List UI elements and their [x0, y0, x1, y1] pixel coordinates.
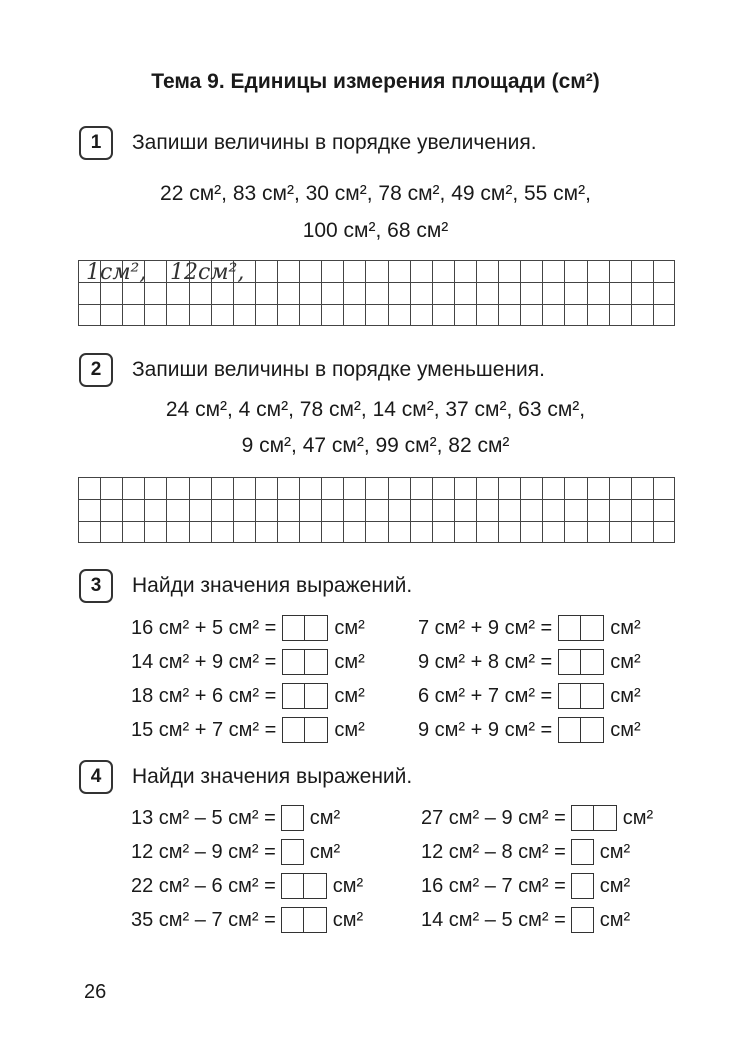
task-2-number: 2 — [79, 353, 113, 387]
task-3-right-column — [418, 614, 641, 744]
unit-label: см² — [622, 806, 654, 829]
task-2-instruction: Запиши величины в порядке уменьшения. — [132, 358, 545, 381]
task-3-left-column — [131, 614, 365, 744]
task-4-right-column — [421, 804, 653, 934]
unit-label: см² — [610, 650, 641, 673]
expression-row — [418, 682, 641, 710]
answer-boxes[interactable] — [282, 717, 328, 743]
task-1-handwritten-answer-1: 1см², — [86, 260, 147, 285]
expression-row — [421, 872, 653, 900]
answer-box[interactable] — [571, 839, 594, 865]
answer-boxes[interactable] — [282, 683, 328, 709]
task-1-answer-grid[interactable] — [78, 260, 675, 326]
page-number: 26 — [84, 981, 107, 1003]
answer-box[interactable] — [281, 805, 304, 831]
expression-text: 18 см² + 6 см² = — [131, 684, 277, 707]
answer-boxes[interactable] — [281, 907, 327, 933]
expression-text: 7 см² + 9 см² = — [418, 616, 553, 639]
expression-row — [131, 614, 365, 642]
task-1-values-line-2: 100 см², 68 см² — [302, 219, 449, 242]
task-1-values-line-1: 22 см², 83 см², 30 см², 78 см², 49 см², 55 см², — [160, 182, 591, 205]
unit-label: см² — [610, 684, 641, 707]
task-3-instruction: Найди значения выражений. — [132, 574, 413, 597]
answer-boxes[interactable] — [558, 717, 604, 743]
expression-text: 6 см² + 7 см² = — [418, 684, 553, 707]
expression-row — [418, 716, 641, 744]
answer-boxes[interactable] — [281, 873, 327, 899]
task-1-handwritten-answer-2: 12см², — [170, 260, 245, 285]
task-2-answer-grid[interactable] — [78, 477, 675, 543]
expression-text: 14 см² – 5 см² = — [421, 908, 566, 931]
answer-boxes[interactable] — [558, 683, 604, 709]
expression-row — [131, 872, 363, 900]
task-3-number: 3 — [79, 569, 113, 603]
unit-label: см² — [599, 840, 631, 863]
task-1-number: 1 — [79, 126, 113, 160]
task-4-instruction: Найди значения выражений. — [132, 765, 413, 788]
expression-row — [131, 682, 365, 710]
answer-box[interactable] — [571, 873, 594, 899]
answer-box[interactable] — [281, 839, 304, 865]
page-title: Тема 9. Единицы измерения площади (см²) — [151, 70, 600, 93]
expression-text: 12 см² – 9 см² = — [131, 840, 276, 863]
expression-text: 14 см² + 9 см² = — [131, 650, 277, 673]
unit-label: см² — [334, 718, 365, 741]
expression-row — [131, 906, 363, 934]
answer-boxes[interactable] — [282, 615, 328, 641]
unit-label: см² — [334, 616, 365, 639]
unit-label: см² — [332, 908, 364, 931]
expression-text: 27 см² – 9 см² = — [421, 806, 566, 829]
unit-label: см² — [599, 874, 631, 897]
expression-text: 13 см² – 5 см² = — [131, 806, 276, 829]
unit-label: см² — [610, 718, 641, 741]
unit-label: см² — [334, 684, 365, 707]
expression-row — [131, 716, 365, 744]
answer-boxes[interactable] — [558, 615, 604, 641]
expression-text: 15 см² + 7 см² = — [131, 718, 277, 741]
unit-label: см² — [334, 650, 365, 673]
answer-boxes[interactable] — [558, 649, 604, 675]
expression-text: 35 см² – 7 см² = — [131, 908, 276, 931]
expression-row — [418, 648, 641, 676]
answer-boxes[interactable] — [571, 805, 617, 831]
answer-box[interactable] — [571, 907, 594, 933]
task-4-left-column — [131, 804, 363, 934]
task-1-instruction: Запиши величины в порядке увеличения. — [132, 131, 537, 154]
expression-row — [421, 838, 653, 866]
expression-text: 16 см² – 7 см² = — [421, 874, 566, 897]
expression-row — [131, 838, 363, 866]
answer-boxes[interactable] — [282, 649, 328, 675]
expression-text: 22 см² – 6 см² = — [131, 874, 276, 897]
expression-row — [421, 906, 653, 934]
expression-text: 16 см² + 5 см² = — [131, 616, 277, 639]
expression-text: 9 см² + 9 см² = — [418, 718, 553, 741]
task-4-number: 4 — [79, 760, 113, 794]
unit-label: см² — [332, 874, 364, 897]
expression-row — [418, 614, 641, 642]
task-2-values-line-1: 24 см², 4 см², 78 см², 14 см², 37 см², 63 см², — [165, 398, 586, 421]
unit-label: см² — [309, 840, 341, 863]
expression-row — [131, 648, 365, 676]
unit-label: см² — [599, 908, 631, 931]
unit-label: см² — [610, 616, 641, 639]
expression-text: 12 см² – 8 см² = — [421, 840, 566, 863]
unit-label: см² — [309, 806, 341, 829]
expression-text: 9 см² + 8 см² = — [418, 650, 553, 673]
expression-row — [421, 804, 653, 832]
expression-row — [131, 804, 363, 832]
task-2-values-line-2: 9 см², 47 см², 99 см², 82 см² — [241, 434, 510, 457]
